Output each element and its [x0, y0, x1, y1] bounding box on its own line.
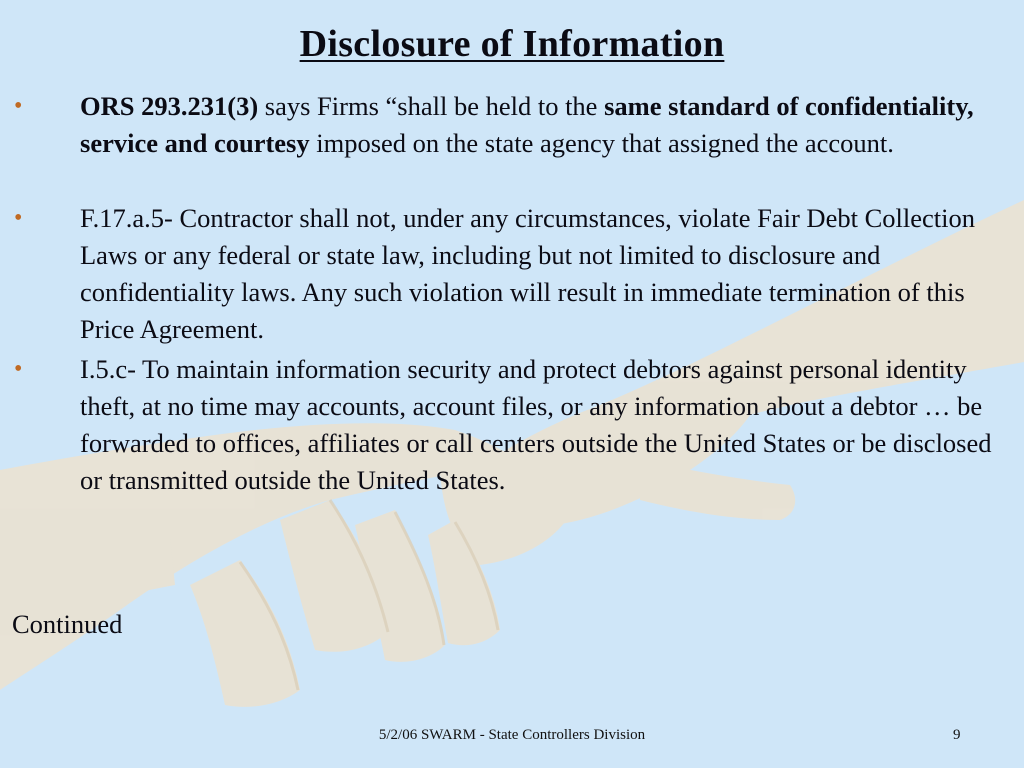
bullet-icon: • — [14, 356, 23, 382]
page-number: 9 — [953, 727, 961, 743]
bullet-text: F.17.a.5- Contractor shall not, under any circumstances, violate Fair Debt Collection Laws or any federal or state law, including but not limited to disclosure and confidentiality laws. Any such violation will result in immediate termination of this Price Agreement. — [80, 203, 975, 344]
bullet-item — [0, 88, 1024, 162]
bullet-list — [0, 88, 1024, 499]
bullet-item — [0, 200, 1024, 348]
bullet-text: I.5.c- To maintain information security and protect debtors against personal identity theft, at no time may accounts, account files, or any information about a debtor … be forwarded to offices, affiliates or call centers outside the United States or be disclosed or transmitted outside the United States. — [80, 354, 992, 495]
bullet-icon: • — [14, 205, 23, 231]
bullet-text: says Firms “shall be held to the — [258, 91, 605, 121]
slide-footer: 5/2/06 SWARM - State Controllers Division — [378, 727, 646, 743]
continued-label: Continued — [12, 609, 123, 639]
bullet-item — [0, 351, 1024, 499]
slide-title: Disclosure of Information — [299, 23, 725, 65]
bullet-text-bold: same standard of confidentiality, service and courtesy — [80, 91, 974, 158]
bullet-icon: • — [14, 93, 23, 119]
bullet-text-bold: ORS 293.231(3) — [80, 91, 259, 121]
bullet-text: imposed on the state agency that assigned the account. — [309, 128, 894, 158]
